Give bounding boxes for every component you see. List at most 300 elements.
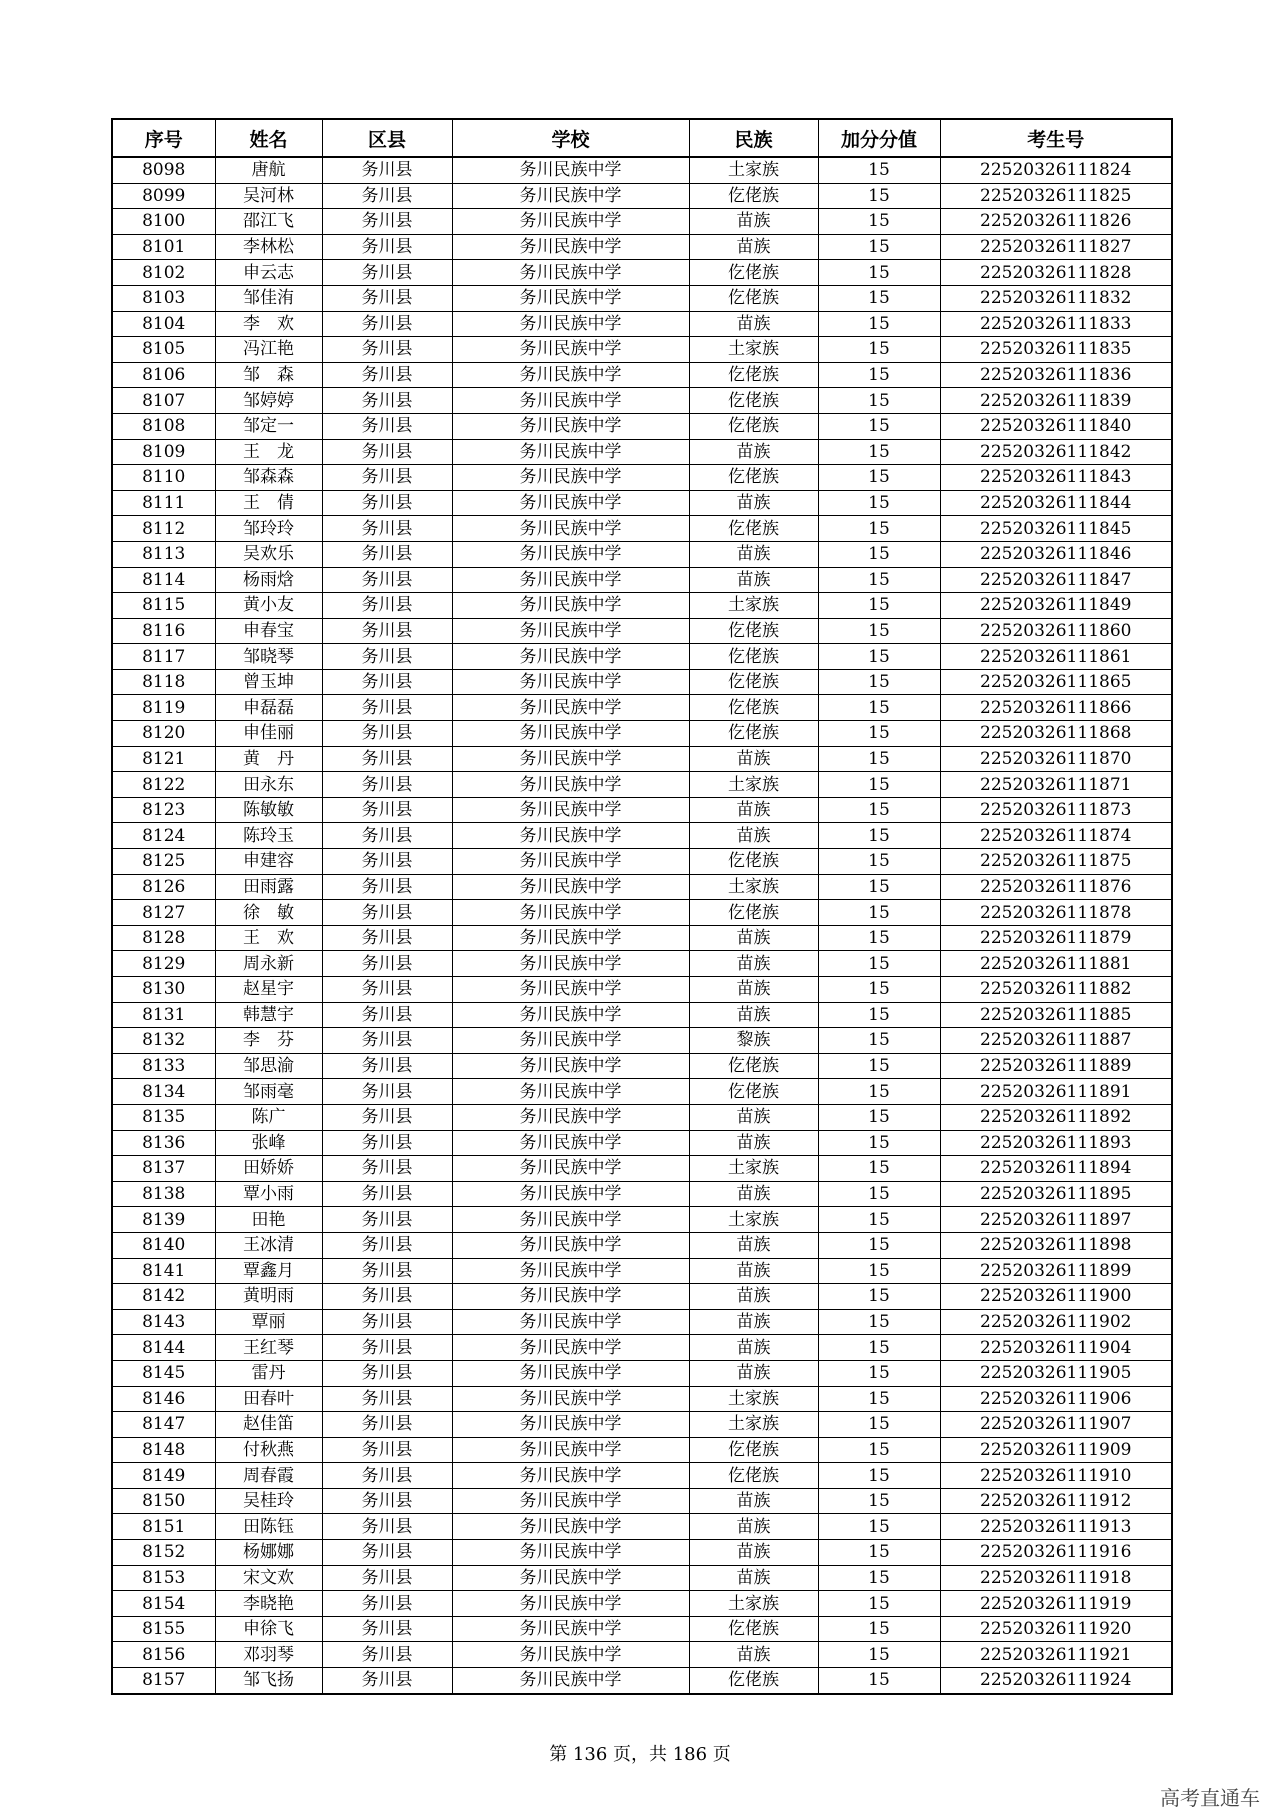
cell-bonus: 15 [818, 1309, 940, 1335]
cell-name: 李 欢 [215, 311, 322, 337]
cell-school: 务川民族中学 [452, 388, 689, 414]
cell-exam-id: 22520326111846 [940, 541, 1172, 567]
cell-exam-id: 22520326111889 [940, 1053, 1172, 1079]
cell-school: 务川民族中学 [452, 823, 689, 849]
cell-bonus: 15 [818, 362, 940, 388]
cell-exam-id: 22520326111893 [940, 1130, 1172, 1156]
cell-ethnicity: 苗族 [689, 797, 818, 823]
cell-county: 务川县 [322, 797, 452, 823]
cell-county: 务川县 [322, 1668, 452, 1694]
table-row [112, 260, 1172, 286]
header-school: 学校 [452, 119, 689, 157]
cell-seq: 8150 [112, 1488, 215, 1514]
table-row [112, 1642, 1172, 1668]
table-row [112, 1002, 1172, 1028]
cell-county: 务川县 [322, 721, 452, 747]
cell-county: 务川县 [322, 465, 452, 491]
cell-name: 田永东 [215, 772, 322, 798]
cell-school: 务川民族中学 [452, 746, 689, 772]
cell-bonus: 15 [818, 1207, 940, 1233]
cell-seq: 8114 [112, 567, 215, 593]
header-bonus: 加分分值 [818, 119, 940, 157]
cell-exam-id: 22520326111871 [940, 772, 1172, 798]
cell-exam-id: 22520326111827 [940, 234, 1172, 260]
cell-ethnicity: 仡佬族 [689, 849, 818, 875]
cell-bonus: 15 [818, 1642, 940, 1668]
cell-ethnicity: 土家族 [689, 1156, 818, 1182]
cell-seq: 8115 [112, 593, 215, 619]
cell-exam-id: 22520326111899 [940, 1258, 1172, 1284]
cell-exam-id: 22520326111876 [940, 874, 1172, 900]
cell-name: 邹晓琴 [215, 644, 322, 670]
table-row [112, 1565, 1172, 1591]
table-row [112, 1540, 1172, 1566]
cell-school: 务川民族中学 [452, 1437, 689, 1463]
cell-seq: 8098 [112, 157, 215, 183]
cell-exam-id: 22520326111905 [940, 1360, 1172, 1386]
cell-seq: 8139 [112, 1207, 215, 1233]
cell-name: 王 倩 [215, 490, 322, 516]
cell-county: 务川县 [322, 1156, 452, 1182]
cell-county: 务川县 [322, 439, 452, 465]
table-row [112, 567, 1172, 593]
cell-seq: 8120 [112, 721, 215, 747]
table-row [112, 516, 1172, 542]
cell-name: 田春叶 [215, 1386, 322, 1412]
cell-ethnicity: 苗族 [689, 490, 818, 516]
cell-school: 务川民族中学 [452, 1386, 689, 1412]
cell-school: 务川民族中学 [452, 1156, 689, 1182]
cell-ethnicity: 苗族 [689, 951, 818, 977]
cell-school: 务川民族中学 [452, 362, 689, 388]
cell-school: 务川民族中学 [452, 209, 689, 235]
table-row [112, 746, 1172, 772]
cell-exam-id: 22520326111842 [940, 439, 1172, 465]
cell-ethnicity: 苗族 [689, 1258, 818, 1284]
cell-county: 务川县 [322, 1309, 452, 1335]
cell-county: 务川县 [322, 746, 452, 772]
table-row [112, 1207, 1172, 1233]
cell-name: 王红琴 [215, 1335, 322, 1361]
cell-school: 务川民族中学 [452, 1642, 689, 1668]
table-row [112, 1335, 1172, 1361]
cell-bonus: 15 [818, 1616, 940, 1642]
cell-ethnicity: 仡佬族 [689, 618, 818, 644]
cell-ethnicity: 苗族 [689, 1232, 818, 1258]
header-name: 姓名 [215, 119, 322, 157]
cell-seq: 8121 [112, 746, 215, 772]
cell-bonus: 15 [818, 1053, 940, 1079]
cell-name: 徐 敏 [215, 900, 322, 926]
cell-ethnicity: 仡佬族 [689, 1079, 818, 1105]
cell-exam-id: 22520326111894 [940, 1156, 1172, 1182]
cell-exam-id: 22520326111919 [940, 1591, 1172, 1617]
cell-school: 务川民族中学 [452, 1335, 689, 1361]
cell-school: 务川民族中学 [452, 541, 689, 567]
cell-ethnicity: 仡佬族 [689, 183, 818, 209]
cell-exam-id: 22520326111895 [940, 1181, 1172, 1207]
cell-ethnicity: 苗族 [689, 977, 818, 1003]
cell-county: 务川县 [322, 1335, 452, 1361]
cell-ethnicity: 苗族 [689, 925, 818, 951]
cell-school: 务川民族中学 [452, 1514, 689, 1540]
cell-county: 务川县 [322, 1565, 452, 1591]
cell-name: 邹定一 [215, 413, 322, 439]
table-row [112, 1284, 1172, 1310]
cell-name: 申建容 [215, 849, 322, 875]
cell-name: 申春宝 [215, 618, 322, 644]
cell-bonus: 15 [818, 541, 940, 567]
cell-school: 务川民族中学 [452, 721, 689, 747]
cell-ethnicity: 苗族 [689, 1309, 818, 1335]
table-row [112, 669, 1172, 695]
cell-county: 务川县 [322, 362, 452, 388]
table-row [112, 900, 1172, 926]
cell-seq: 8126 [112, 874, 215, 900]
cell-bonus: 15 [818, 260, 940, 286]
header-ethnicity: 民族 [689, 119, 818, 157]
cell-bonus: 15 [818, 439, 940, 465]
cell-exam-id: 22520326111892 [940, 1104, 1172, 1130]
cell-exam-id: 22520326111897 [940, 1207, 1172, 1233]
table-row [112, 797, 1172, 823]
cell-bonus: 15 [818, 183, 940, 209]
cell-seq: 8147 [112, 1412, 215, 1438]
cell-school: 务川民族中学 [452, 849, 689, 875]
cell-name: 申佳丽 [215, 721, 322, 747]
cell-exam-id: 22520326111828 [940, 260, 1172, 286]
cell-county: 务川县 [322, 1079, 452, 1105]
cell-bonus: 15 [818, 1463, 940, 1489]
table-row [112, 1360, 1172, 1386]
cell-bonus: 15 [818, 209, 940, 235]
cell-bonus: 15 [818, 1360, 940, 1386]
cell-school: 务川民族中学 [452, 695, 689, 721]
table-row [112, 874, 1172, 900]
cell-ethnicity: 仡佬族 [689, 721, 818, 747]
cell-bonus: 15 [818, 900, 940, 926]
cell-name: 邹思渝 [215, 1053, 322, 1079]
cell-school: 务川民族中学 [452, 413, 689, 439]
cell-county: 务川县 [322, 516, 452, 542]
cell-seq: 8105 [112, 337, 215, 363]
cell-exam-id: 22520326111833 [940, 311, 1172, 337]
cell-name: 张峰 [215, 1130, 322, 1156]
cell-county: 务川县 [322, 977, 452, 1003]
cell-school: 务川民族中学 [452, 1130, 689, 1156]
cell-ethnicity: 苗族 [689, 1540, 818, 1566]
cell-bonus: 15 [818, 746, 940, 772]
cell-ethnicity: 土家族 [689, 1386, 818, 1412]
cell-bonus: 15 [818, 1591, 940, 1617]
cell-county: 务川县 [322, 285, 452, 311]
cell-exam-id: 22520326111912 [940, 1488, 1172, 1514]
cell-bonus: 15 [818, 1181, 940, 1207]
cell-exam-id: 22520326111906 [940, 1386, 1172, 1412]
cell-seq: 8117 [112, 644, 215, 670]
cell-bonus: 15 [818, 311, 940, 337]
cell-school: 务川民族中学 [452, 157, 689, 183]
cell-seq: 8123 [112, 797, 215, 823]
cell-county: 务川县 [322, 1540, 452, 1566]
cell-exam-id: 22520326111835 [940, 337, 1172, 363]
cell-name: 覃丽 [215, 1309, 322, 1335]
header-row [112, 119, 1172, 157]
table-row [112, 1130, 1172, 1156]
cell-school: 务川民族中学 [452, 644, 689, 670]
cell-exam-id: 22520326111861 [940, 644, 1172, 670]
cell-name: 陈玲玉 [215, 823, 322, 849]
cell-seq: 8107 [112, 388, 215, 414]
cell-seq: 8135 [112, 1104, 215, 1130]
cell-exam-id: 22520326111887 [940, 1028, 1172, 1054]
cell-school: 务川民族中学 [452, 1540, 689, 1566]
table-row [112, 1591, 1172, 1617]
table-row [112, 337, 1172, 363]
cell-bonus: 15 [818, 1028, 940, 1054]
cell-ethnicity: 苗族 [689, 234, 818, 260]
table-row [112, 772, 1172, 798]
header-exam-id: 考生号 [940, 119, 1172, 157]
cell-exam-id: 22520326111866 [940, 695, 1172, 721]
cell-bonus: 15 [818, 1002, 940, 1028]
cell-exam-id: 22520326111913 [940, 1514, 1172, 1540]
cell-county: 务川县 [322, 874, 452, 900]
cell-bonus: 15 [818, 772, 940, 798]
cell-school: 务川民族中学 [452, 1616, 689, 1642]
cell-county: 务川县 [322, 618, 452, 644]
cell-exam-id: 22520326111878 [940, 900, 1172, 926]
cell-exam-id: 22520326111865 [940, 669, 1172, 695]
cell-name: 申磊磊 [215, 695, 322, 721]
cell-ethnicity: 土家族 [689, 1207, 818, 1233]
cell-name: 黄小友 [215, 593, 322, 619]
table-row [112, 1181, 1172, 1207]
cell-school: 务川民族中学 [452, 1079, 689, 1105]
cell-school: 务川民族中学 [452, 1284, 689, 1310]
cell-name: 黄 丹 [215, 746, 322, 772]
cell-school: 务川民族中学 [452, 797, 689, 823]
cell-name: 吴河林 [215, 183, 322, 209]
cell-county: 务川县 [322, 1412, 452, 1438]
cell-name: 田陈钰 [215, 1514, 322, 1540]
cell-exam-id: 22520326111844 [940, 490, 1172, 516]
cell-bonus: 15 [818, 516, 940, 542]
cell-seq: 8152 [112, 1540, 215, 1566]
cell-bonus: 15 [818, 490, 940, 516]
cell-seq: 8100 [112, 209, 215, 235]
cell-name: 陈敏敏 [215, 797, 322, 823]
cell-ethnicity: 苗族 [689, 823, 818, 849]
cell-seq: 8108 [112, 413, 215, 439]
cell-county: 务川县 [322, 1463, 452, 1489]
cell-county: 务川县 [322, 1130, 452, 1156]
cell-bonus: 15 [818, 797, 940, 823]
table-row [112, 951, 1172, 977]
cell-name: 邹 森 [215, 362, 322, 388]
cell-bonus: 15 [818, 567, 940, 593]
cell-exam-id: 22520326111825 [940, 183, 1172, 209]
cell-name: 覃鑫月 [215, 1258, 322, 1284]
table-row [112, 977, 1172, 1003]
cell-county: 务川县 [322, 1002, 452, 1028]
cell-name: 邹婷婷 [215, 388, 322, 414]
cell-school: 务川民族中学 [452, 1232, 689, 1258]
cell-school: 务川民族中学 [452, 1207, 689, 1233]
cell-name: 杨雨焓 [215, 567, 322, 593]
cell-school: 务川民族中学 [452, 516, 689, 542]
cell-county: 务川县 [322, 925, 452, 951]
table-row [112, 644, 1172, 670]
table-row [112, 1104, 1172, 1130]
cell-ethnicity: 仡佬族 [689, 644, 818, 670]
cell-ethnicity: 苗族 [689, 1488, 818, 1514]
cell-name: 吴欢乐 [215, 541, 322, 567]
cell-county: 务川县 [322, 772, 452, 798]
cell-school: 务川民族中学 [452, 337, 689, 363]
cell-ethnicity: 土家族 [689, 772, 818, 798]
cell-exam-id: 22520326111898 [940, 1232, 1172, 1258]
cell-seq: 8132 [112, 1028, 215, 1054]
cell-ethnicity: 苗族 [689, 1130, 818, 1156]
cell-seq: 8143 [112, 1309, 215, 1335]
cell-county: 务川县 [322, 1104, 452, 1130]
cell-ethnicity: 仡佬族 [689, 669, 818, 695]
cell-seq: 8127 [112, 900, 215, 926]
cell-bonus: 15 [818, 234, 940, 260]
cell-name: 田娇娇 [215, 1156, 322, 1182]
cell-school: 务川民族中学 [452, 311, 689, 337]
cell-exam-id: 22520326111824 [940, 157, 1172, 183]
cell-seq: 8116 [112, 618, 215, 644]
cell-ethnicity: 黎族 [689, 1028, 818, 1054]
cell-seq: 8128 [112, 925, 215, 951]
cell-bonus: 15 [818, 285, 940, 311]
cell-bonus: 15 [818, 1104, 940, 1130]
cell-county: 务川县 [322, 1642, 452, 1668]
cell-county: 务川县 [322, 823, 452, 849]
cell-seq: 8154 [112, 1591, 215, 1617]
cell-county: 务川县 [322, 1284, 452, 1310]
cell-bonus: 15 [818, 1540, 940, 1566]
cell-seq: 8137 [112, 1156, 215, 1182]
cell-name: 覃小雨 [215, 1181, 322, 1207]
table-row [112, 1437, 1172, 1463]
cell-ethnicity: 苗族 [689, 1284, 818, 1310]
table-row [112, 1028, 1172, 1054]
cell-name: 邹雨毫 [215, 1079, 322, 1105]
cell-county: 务川县 [322, 388, 452, 414]
cell-exam-id: 22520326111868 [940, 721, 1172, 747]
cell-school: 务川民族中学 [452, 1053, 689, 1079]
cell-county: 务川县 [322, 311, 452, 337]
cell-county: 务川县 [322, 157, 452, 183]
cell-county: 务川县 [322, 900, 452, 926]
cell-ethnicity: 仡佬族 [689, 388, 818, 414]
cell-exam-id: 22520326111916 [940, 1540, 1172, 1566]
cell-seq: 8113 [112, 541, 215, 567]
cell-county: 务川县 [322, 1488, 452, 1514]
cell-name: 杨娜娜 [215, 1540, 322, 1566]
header-seq: 序号 [112, 119, 215, 157]
cell-name: 宋文欢 [215, 1565, 322, 1591]
cell-ethnicity: 苗族 [689, 209, 818, 235]
cell-school: 务川民族中学 [452, 1591, 689, 1617]
table-header [112, 119, 1172, 157]
cell-exam-id: 22520326111885 [940, 1002, 1172, 1028]
cell-bonus: 15 [818, 1412, 940, 1438]
cell-exam-id: 22520326111874 [940, 823, 1172, 849]
cell-school: 务川民族中学 [452, 490, 689, 516]
cell-bonus: 15 [818, 1335, 940, 1361]
cell-county: 务川县 [322, 1386, 452, 1412]
cell-ethnicity: 土家族 [689, 1591, 818, 1617]
cell-exam-id: 22520326111879 [940, 925, 1172, 951]
cell-seq: 8103 [112, 285, 215, 311]
cell-school: 务川民族中学 [452, 1668, 689, 1694]
cell-ethnicity: 仡佬族 [689, 1616, 818, 1642]
cell-exam-id: 22520326111909 [940, 1437, 1172, 1463]
cell-exam-id: 22520326111875 [940, 849, 1172, 875]
cell-name: 唐航 [215, 157, 322, 183]
cell-school: 务川民族中学 [452, 951, 689, 977]
cell-school: 务川民族中学 [452, 234, 689, 260]
cell-seq: 8148 [112, 1437, 215, 1463]
cell-seq: 8155 [112, 1616, 215, 1642]
cell-bonus: 15 [818, 618, 940, 644]
cell-bonus: 15 [818, 1156, 940, 1182]
cell-seq: 8145 [112, 1360, 215, 1386]
cell-county: 务川县 [322, 1028, 452, 1054]
cell-county: 务川县 [322, 1360, 452, 1386]
cell-name: 吴桂玲 [215, 1488, 322, 1514]
cell-ethnicity: 仡佬族 [689, 285, 818, 311]
cell-exam-id: 22520326111843 [940, 465, 1172, 491]
cell-seq: 8156 [112, 1642, 215, 1668]
cell-bonus: 15 [818, 1232, 940, 1258]
cell-exam-id: 22520326111873 [940, 797, 1172, 823]
table-row [112, 1463, 1172, 1489]
cell-county: 务川县 [322, 695, 452, 721]
cell-bonus: 15 [818, 1514, 940, 1540]
cell-school: 务川民族中学 [452, 1360, 689, 1386]
cell-school: 务川民族中学 [452, 669, 689, 695]
table-row [112, 1232, 1172, 1258]
cell-county: 务川县 [322, 541, 452, 567]
cell-seq: 8138 [112, 1181, 215, 1207]
table-body [112, 157, 1172, 1694]
cell-exam-id: 22520326111921 [940, 1642, 1172, 1668]
cell-exam-id: 22520326111904 [940, 1335, 1172, 1361]
cell-county: 务川县 [322, 669, 452, 695]
table-row [112, 1156, 1172, 1182]
cell-county: 务川县 [322, 1616, 452, 1642]
cell-name: 王 欢 [215, 925, 322, 951]
cell-ethnicity: 苗族 [689, 1642, 818, 1668]
cell-ethnicity: 苗族 [689, 311, 818, 337]
cell-county: 务川县 [322, 1591, 452, 1617]
cell-ethnicity: 仡佬族 [689, 695, 818, 721]
cell-name: 黄明雨 [215, 1284, 322, 1310]
cell-school: 务川民族中学 [452, 260, 689, 286]
cell-seq: 8140 [112, 1232, 215, 1258]
table-row [112, 1309, 1172, 1335]
page-number: 第 136 页，共 186 页 [549, 1744, 731, 1765]
cell-school: 务川民族中学 [452, 285, 689, 311]
table-row [112, 1488, 1172, 1514]
cell-name: 邹佳洧 [215, 285, 322, 311]
cell-bonus: 15 [818, 1488, 940, 1514]
